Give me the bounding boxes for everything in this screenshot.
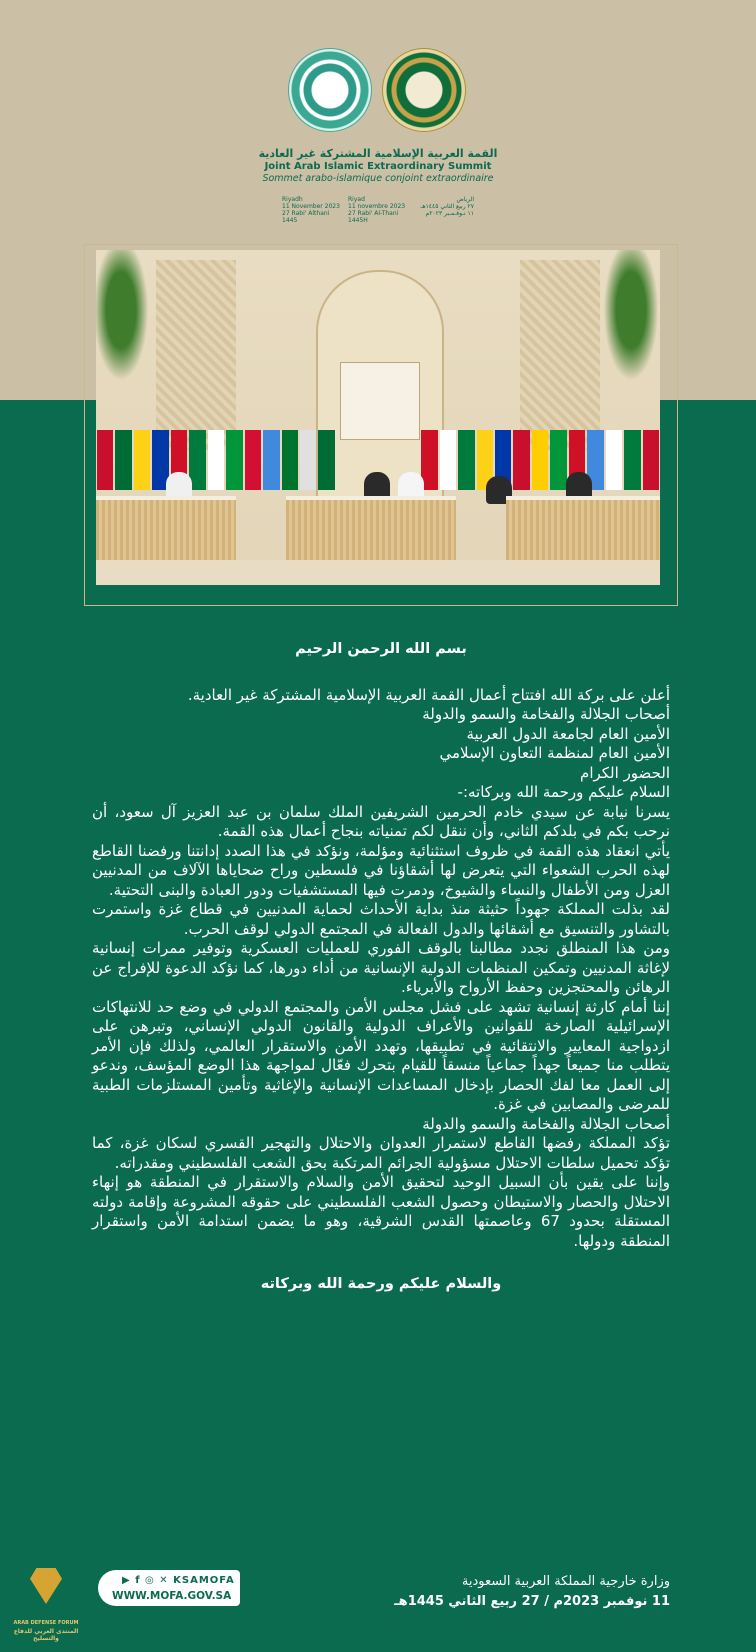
forum-name-en: ARAB DEFENSE FORUM bbox=[13, 1620, 79, 1626]
summit-hall-photo bbox=[96, 250, 660, 585]
table-left bbox=[96, 496, 236, 560]
social-icons bbox=[122, 1575, 235, 1586]
ministry-name: وزارة خارجية المملكة العربية السعودية bbox=[461, 1574, 670, 1589]
date-en-hijri: 27 Rabi' Althani 1445 bbox=[282, 210, 330, 224]
date-fr-hijri: 27 Rabi' Al-Thani 1445H bbox=[348, 210, 399, 224]
speech-text bbox=[92, 640, 670, 1295]
basmala: بسم الله الرحمن الرحيم bbox=[295, 641, 467, 657]
social-handle: KSAMOFA bbox=[173, 1575, 235, 1586]
speech-address: أصحاب الجلالة والفخامة والسمو والدولة bbox=[422, 1114, 670, 1133]
summit-logos bbox=[0, 48, 756, 138]
ministry-signature bbox=[380, 1572, 670, 1612]
date-ar bbox=[414, 196, 474, 224]
table-center bbox=[286, 496, 456, 560]
forum-watermark bbox=[8, 1568, 84, 1652]
palm-left-icon bbox=[96, 250, 156, 400]
speech-line: الأمين العام لجامعة الدول العربية bbox=[466, 724, 670, 743]
date-en bbox=[282, 196, 342, 224]
speech-closing: والسلام عليكم ورحمة الله وبركاته bbox=[260, 1276, 502, 1292]
instagram-icon[interactable]: ◎ bbox=[145, 1575, 155, 1586]
arab-league-emblem-icon bbox=[382, 48, 466, 132]
speech-paragraph: وإننا على يقين بأن السبيل الوحيد لتحقيق الأمن والسلام والاستقرار في المنطقة هو إنهاء الاحتلال والحصار والاستيطان وحصول الشعب الفلسطيني على حقوقه المشروعة وإقامة دولته المستقلة بحدود 67 وعاصمتها القدس الشرقية، وهو ما يضمن استدامة الأمن واستقرار المنطقة ودولها. bbox=[92, 1173, 670, 1250]
date-fr bbox=[348, 196, 408, 224]
youtube-icon[interactable]: ▶ bbox=[122, 1575, 131, 1586]
speech-line: الحضور الكرام bbox=[580, 763, 670, 782]
date-fr-city: Riyad bbox=[348, 196, 365, 203]
summit-title-ar: القمة العربية الإسلامية المشتركة غير العادية bbox=[258, 147, 498, 160]
facebook-icon[interactable]: f bbox=[135, 1575, 141, 1586]
website-link[interactable]: WWW.MOFA.GOV.SA bbox=[112, 1590, 232, 1602]
palm-right-icon bbox=[596, 250, 660, 400]
speech-paragraph: يسرنا نيابة عن سيدي خادم الحرمين الشريفين الملك سلمان بن عبد العزيز آل سعود، أن نرحب بكم في بلدكم الثاني، وأن ننقل لكم تمنياته بنجاح أعمال هذه القمة. bbox=[92, 802, 670, 840]
summit-dates bbox=[282, 196, 474, 224]
speech-paragraph: تؤكد المملكة رفضها القاطع لاستمرار العدوان والاحتلال والتهجير القسري لسكان غزة، كما تؤكد تحميل سلطات الاحتلال مسؤولية الجرائم المرتكبة بحق الشعب الفلسطيني ومقدراته. bbox=[92, 1134, 670, 1172]
oic-emblem-icon bbox=[288, 48, 372, 132]
date-ar-greg: ١١ نـوفـمـبر ٢٠٢٣م bbox=[425, 210, 474, 217]
speech-date: 11 نوفمبر 2023م / 27 ربيع الثاني 1445هـ bbox=[394, 1594, 670, 1609]
speech-paragraph: إننا أمام كارثة إنسانية تشهد على فشل مجلس الأمن والمجتمع الدولي في وضع حد للانتهاكات الإسرائيلية الصارخة للقوانين والأعراف الدولية والقانون الدولي الإنساني، وتبرهن على ازدواجية المعايير والانتقائية في تطبيقها، وتهدد الأمن والاستقرار العالمي، ولذلك فإن الأمر يتطلب منا جميعاً جهداً جماعياً منسقاً للقيام بتحرك فعّال لمواجهة هذا الوضع المؤسف، وندعو إلى العمل معا لفك الحصار بإدخال المساعدات الإنسانية والإغاثية وتأمين المستلزمات الطبية للمرضى والمصابين في غزة. bbox=[92, 997, 670, 1113]
wall-panel-right bbox=[520, 260, 600, 450]
date-en-greg: 11 November 2023 bbox=[282, 203, 340, 210]
stage-screen bbox=[340, 362, 420, 440]
summit-title-fr: Sommet arabo-islamique conjoint extraordinaire bbox=[262, 173, 494, 184]
table-right bbox=[506, 496, 660, 560]
x-icon[interactable]: ✕ bbox=[159, 1575, 169, 1586]
date-ar-city: الرياض bbox=[456, 196, 474, 203]
speech-line: أعلن على بركة الله افتتاح أعمال القمة العربية الإسلامية المشتركة غير العادية. bbox=[187, 685, 670, 704]
shield-icon bbox=[30, 1568, 62, 1604]
summit-title bbox=[0, 147, 756, 185]
speech-line: الأمين العام لمنظمة التعاون الإسلامي bbox=[439, 744, 670, 762]
wall-panel-left bbox=[156, 260, 236, 450]
speech-line: السلام عليكم ورحمة الله وبركاته:- bbox=[457, 783, 670, 801]
speech-line: أصحاب الجلالة والفخامة والسمو والدولة bbox=[422, 705, 670, 723]
date-en-city: Riyadh bbox=[282, 196, 303, 203]
summit-title-en: Joint Arab Islamic Extraordinary Summit bbox=[264, 161, 492, 172]
speech-paragraph: يأتي انعقاد هذه القمة في ظروف استثنائية ومؤلمة، ونؤكد في هذا الصدد إدانتنا ورفضنا القاطع لهذه الحرب الشعواء التي يتعرض لها أشقاؤنا في فلسطين وراح ضحاياها الآلاف من المدنيين العزل ومن الأطفال والنساء والشيوخ، ودمرت فيها المستشفيات ودور العبادة والبنى التحتية. bbox=[92, 841, 670, 899]
forum-name-ar: المنتدى العربي للدفاع والتسليح bbox=[13, 1628, 79, 1642]
social-badge[interactable] bbox=[98, 1570, 240, 1606]
speech-paragraph: ومن هذا المنطلق نجدد مطالبنا بالوقف الفوري للعمليات العسكرية وتوفير ممرات إنسانية لإغاثة المدنيين وتمكين المنظمات الدولية الإنسانية من أداء دورها، كما نؤكد الدعوة للإفراج عن الرهائن والمحتجزين وحفظ الأرواح والأبرياء. bbox=[92, 939, 670, 996]
hall-floor bbox=[96, 560, 660, 585]
speech-paragraph: لقد بذلت المملكة جهوداً حثيثة منذ بداية الأحداث لحماية المدنيين في قطاع غزة واستمرت بالتشاور والتنسيق مع أشقائها والدول الفعالة في المجتمع الدولي لوقف الحرب. bbox=[92, 900, 670, 938]
date-ar-hijri: ٢٧ ربيع الثاني ١٤٤٥هـ bbox=[420, 203, 474, 210]
date-fr-greg: 11 novembre 2023 bbox=[348, 203, 406, 210]
